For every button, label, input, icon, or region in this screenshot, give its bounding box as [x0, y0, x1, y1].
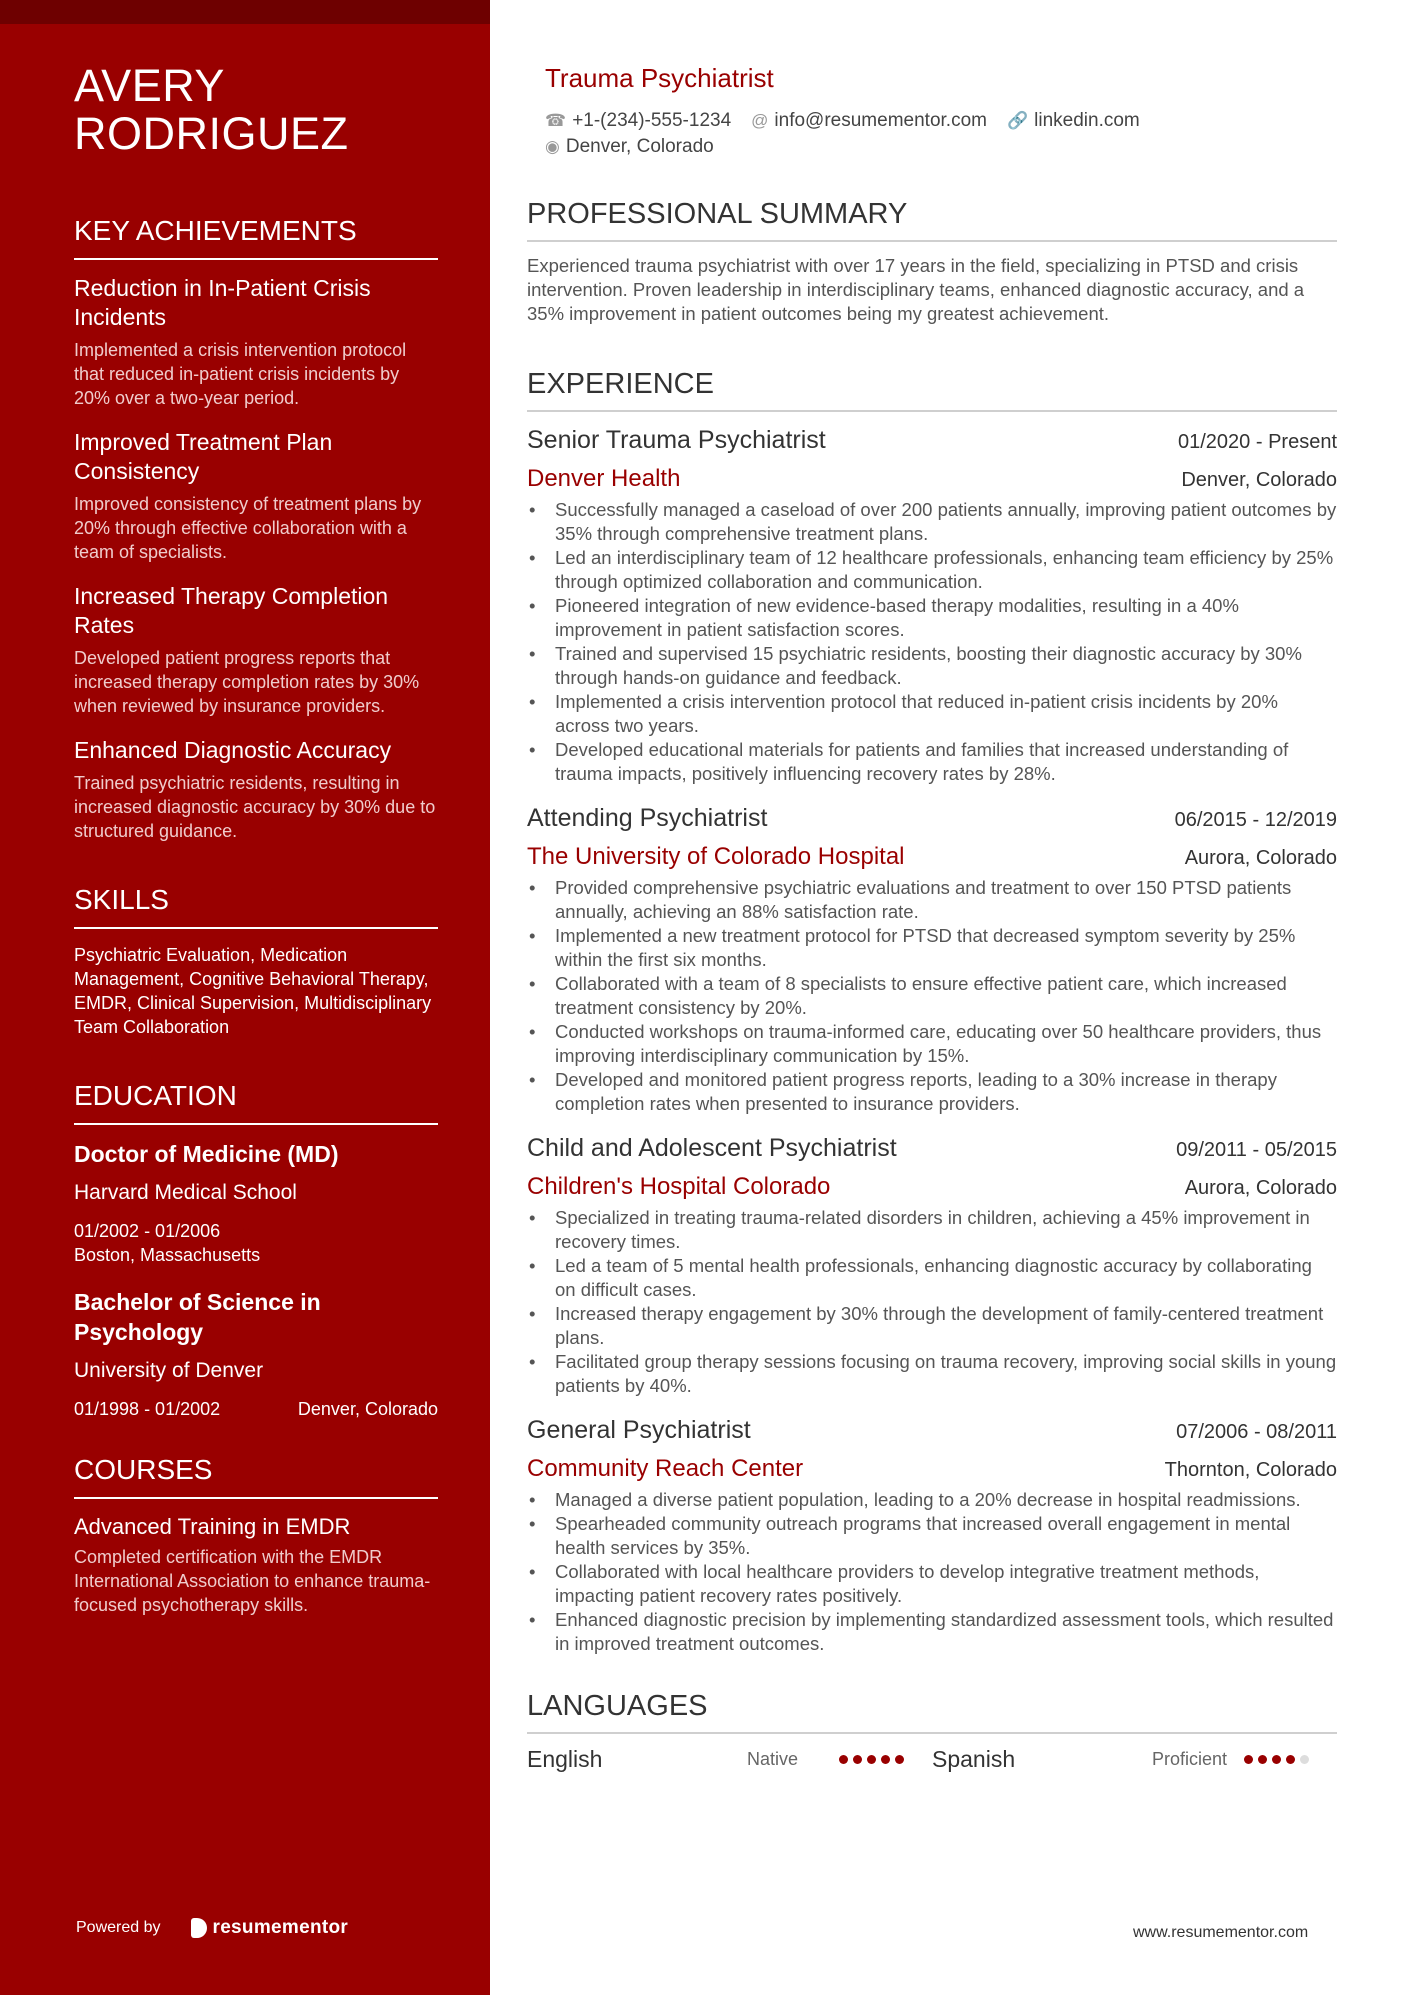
experience-subheader: [527, 1454, 1337, 1484]
achievement-title: Increased Therapy Completion Rates: [74, 583, 389, 638]
bullet-item: • Increased therapy engagement by 30% through the development of family-centered treatment plans.: [527, 1302, 1337, 1350]
key-achievements-heading: KEY ACHIEVEMENTS: [74, 214, 438, 260]
bullet-item: • Developed educational materials for patients and families that increased understanding of trauma impacts, positively influencing recovery rates by 28%.: [527, 738, 1337, 786]
rating-dot: [1272, 1755, 1281, 1764]
rating-dot: [1286, 1755, 1295, 1764]
key-achievements-section: [74, 214, 438, 843]
powered-by-label: Powered by: [76, 1919, 161, 1936]
achievement-title: Enhanced Diagnostic Accuracy: [74, 737, 392, 763]
achievement-desc: Trained psychiatric residents, resulting in increased diagnostic accuracy by 30% due to structured guidance.: [74, 773, 436, 841]
bullet-item: • Led an interdisciplinary team of 12 healthcare professionals, enhancing team efficiency by 25% through optimized collaboration and communication.: [527, 546, 1337, 594]
experience-header: [527, 1414, 1337, 1446]
rating-dot: [881, 1755, 890, 1764]
bullet-item: • Successfully managed a caseload of over 200 patients annually, improving patient outcomes by 35% through comprehensive treatment plans.: [527, 498, 1337, 546]
bullet-item: • Collaborated with local healthcare providers to develop integrative treatment methods, impacting patient recovery rates positively.: [527, 1560, 1337, 1608]
contact-linkedin[interactable]: [1007, 108, 1140, 134]
courses-section: [74, 1453, 438, 1617]
experience-item: [527, 424, 1337, 786]
edu-school: University of Denver: [74, 1359, 264, 1382]
experience-section: [527, 366, 1337, 1656]
phone-icon: ☎: [545, 111, 567, 130]
edu-degree: Bachelor of Science in Psychology: [74, 1289, 321, 1345]
bullet-item: • Conducted workshops on trauma-informed care, educating over 50 healthcare providers, thus improving interdisciplinary communication by 15%.: [527, 1020, 1337, 1068]
education-section: [74, 1079, 438, 1421]
bullet-item: • Implemented a crisis intervention protocol that reduced in-patient crisis incidents by 20% across two years.: [527, 690, 1337, 738]
bullet-item: • Provided comprehensive psychiatric evaluations and treatment to over 150 PTSD patients annually, achieving an 88% satisfaction rate.: [527, 876, 1337, 924]
summary-heading: PROFESSIONAL SUMMARY: [527, 196, 1337, 242]
bullet-item: • Led a team of 5 mental health professionals, enhancing diagnostic accuracy by collaborating on difficult cases.: [527, 1254, 1337, 1302]
achievement-desc: Implemented a crisis intervention protocol that reduced in-patient crisis incidents by 20% over a two-year period.: [74, 340, 407, 408]
edu-location: Denver, Colorado: [297, 1399, 438, 1419]
experience-role: Child and Adolescent Psychiatrist: [527, 1134, 897, 1162]
experience-dates: 01/2020 - Present: [1178, 431, 1337, 453]
sidebar-top-bar: [0, 0, 490, 24]
bullet-item: • Trained and supervised 15 psychiatric residents, boosting their diagnostic accuracy by 30% through hands-on guidance and feedback.: [527, 642, 1337, 690]
education-item: [74, 1139, 438, 1267]
achievement-item: [74, 274, 438, 410]
edu-school: Harvard Medical School: [74, 1181, 297, 1204]
experience-role: Attending Psychiatrist: [527, 804, 768, 832]
experience-company: Denver Health: [527, 465, 681, 492]
edu-dates: 01/1998 - 01/2002: [74, 1399, 221, 1419]
sidebar: [0, 0, 490, 1995]
experience-header: [527, 424, 1337, 456]
rating-dot: [1244, 1755, 1253, 1764]
first-name: AVERY: [74, 60, 225, 111]
at-icon: @: [751, 111, 769, 130]
rating-dot: [1258, 1755, 1267, 1764]
edu-degree: Doctor of Medicine (MD): [74, 1141, 339, 1167]
language-item: [932, 1746, 1337, 1773]
language-name: English: [527, 1746, 603, 1772]
experience-bullets: [527, 498, 1337, 786]
phone-text: +1-(234)-555-1234: [572, 110, 732, 131]
summary-text: Experienced trauma psychiatrist with over 17 years in the field, specializing in PTSD and crisis intervention. Proven leadership in interdisciplinary teams, enhanced diagnostic accuracy, and a 35% improvement in patient outcomes being my greatest achievement.: [527, 255, 1305, 324]
achievement-desc: Improved consistency of treatment plans by 20% through effective collaboration with a team of specialists.: [74, 494, 422, 562]
experience-company: The University of Colorado Hospital: [527, 843, 905, 870]
experience-subheader: [527, 1172, 1337, 1202]
bullet-item: • Managed a diverse patient population, leading to a 20% decrease in hospital readmissions.: [527, 1488, 1337, 1512]
skills-heading: SKILLS: [74, 883, 438, 929]
language-rating: [839, 1755, 904, 1764]
experience-bullets: [527, 1488, 1337, 1656]
brand-name: resumementor: [212, 1917, 349, 1938]
skills-section: [74, 883, 438, 1039]
experience-role: General Psychiatrist: [527, 1416, 751, 1444]
contact-location: [545, 134, 714, 160]
rating-dot: [1300, 1755, 1309, 1764]
skills-text: Psychiatric Evaluation, Medication Management, Cognitive Behavioral Therapy, EMDR, Clinical Supervision, Multidisciplinary Team Collaboration: [74, 945, 432, 1037]
achievement-item: [74, 428, 438, 564]
candidate-name: [74, 62, 438, 158]
header-block: [527, 62, 1337, 160]
rating-dot: [895, 1755, 904, 1764]
achievement-title: Reduction in In-Patient Crisis Incidents: [74, 275, 371, 330]
experience-header: [527, 1132, 1337, 1164]
rating-dot: [867, 1755, 876, 1764]
language-rating: [1244, 1755, 1309, 1764]
languages-heading: LANGUAGES: [527, 1688, 1337, 1734]
email-text: info@resumementor.com: [774, 110, 987, 131]
course-desc: Completed certification with the EMDR International Association to enhance trauma-focused psychotherapy skills.: [74, 1547, 431, 1615]
experience-dates: 09/2011 - 05/2015: [1176, 1139, 1337, 1161]
courses-heading: COURSES: [74, 1453, 438, 1499]
bullet-item: • Implemented a new treatment protocol for PTSD that decreased symptom severity by 25% within the first six months.: [527, 924, 1337, 972]
bullet-item: • Pioneered integration of new evidence-based therapy modalities, resulting in a 40% improvement in patient satisfaction scores.: [527, 594, 1337, 642]
experience-bullets: [527, 876, 1337, 1116]
rating-dot: [839, 1755, 848, 1764]
experience-company: Children's Hospital Colorado: [527, 1173, 831, 1200]
experience-location: Denver, Colorado: [1181, 469, 1337, 491]
bullet-item: • Enhanced diagnostic precision by implementing standardized assessment tools, which resulted in improved treatment outcomes.: [527, 1608, 1337, 1656]
education-item: [74, 1287, 438, 1421]
experience-item: [527, 802, 1337, 1116]
achievement-desc: Developed patient progress reports that increased therapy completion rates by 30% when reviewed by insurance providers.: [74, 648, 420, 716]
contact-email[interactable]: [751, 108, 987, 134]
footer-url[interactable]: www.resumementor.com: [1133, 1924, 1309, 1941]
experience-dates: 06/2015 - 12/2019: [1174, 809, 1337, 831]
experience-company: Community Reach Center: [527, 1455, 804, 1482]
job-title: Trauma Psychiatrist: [545, 63, 774, 93]
experience-header: [527, 802, 1337, 834]
experience-location: Aurora, Colorado: [1184, 847, 1337, 869]
edu-location: Boston, Massachusetts: [74, 1245, 261, 1265]
experience-heading: EXPERIENCE: [527, 366, 1337, 412]
experience-subheader: [527, 842, 1337, 872]
experience-location: Aurora, Colorado: [1184, 1177, 1337, 1199]
pin-icon: ◉: [545, 137, 560, 156]
last-name: RODRIGUEZ: [74, 108, 349, 159]
experience-item: [527, 1132, 1337, 1398]
bullet-item: • Facilitated group therapy sessions focusing on trauma recovery, improving social skills in young patients by 40%.: [527, 1350, 1337, 1398]
languages-section: [527, 1688, 1337, 1773]
achievement-item: [74, 736, 438, 843]
education-heading: EDUCATION: [74, 1079, 438, 1125]
language-level: Native: [747, 1749, 799, 1769]
experience-role: Senior Trauma Psychiatrist: [527, 426, 826, 454]
rating-dot: [853, 1755, 862, 1764]
bullet-item: • Developed and monitored patient progress reports, leading to a 30% increase in therapy completion rates when presented to insurance providers.: [527, 1068, 1337, 1116]
bullet-item: • Specialized in treating trauma-related disorders in children, achieving a 45% improvement in recovery times.: [527, 1206, 1337, 1254]
edu-dates: 01/2002 - 01/2006: [74, 1221, 221, 1241]
brand-mark-icon: [191, 1918, 207, 1938]
achievement-item: [74, 582, 438, 718]
main-content: [527, 62, 1337, 1773]
location-text: Denver, Colorado: [565, 136, 714, 157]
bullet-item: • Spearheaded community outreach programs that increased overall engagement in mental health services by 35%.: [527, 1512, 1337, 1560]
experience-item: [527, 1414, 1337, 1656]
language-item: [527, 1746, 932, 1773]
bullet-item: • Collaborated with a team of 8 specialists to ensure effective patient care, which increased treatment consistency by 20%.: [527, 972, 1337, 1020]
summary-section: [527, 196, 1337, 326]
experience-dates: 07/2006 - 08/2011: [1176, 1421, 1337, 1443]
brand-logo[interactable]: [191, 1917, 349, 1939]
link-icon: 🔗: [1006, 111, 1029, 130]
contact-phone[interactable]: [545, 108, 731, 134]
powered-by: [76, 1917, 348, 1939]
language-level: Proficient: [1152, 1749, 1228, 1769]
experience-location: Thornton, Colorado: [1164, 1459, 1337, 1481]
linkedin-text: linkedin.com: [1034, 110, 1140, 131]
course-title: Advanced Training in EMDR: [74, 1514, 351, 1539]
experience-bullets: [527, 1206, 1337, 1398]
achievement-title: Improved Treatment Plan Consistency: [74, 429, 333, 484]
contact-info: [545, 108, 1337, 160]
experience-subheader: [527, 464, 1337, 494]
language-name: Spanish: [932, 1746, 1016, 1772]
